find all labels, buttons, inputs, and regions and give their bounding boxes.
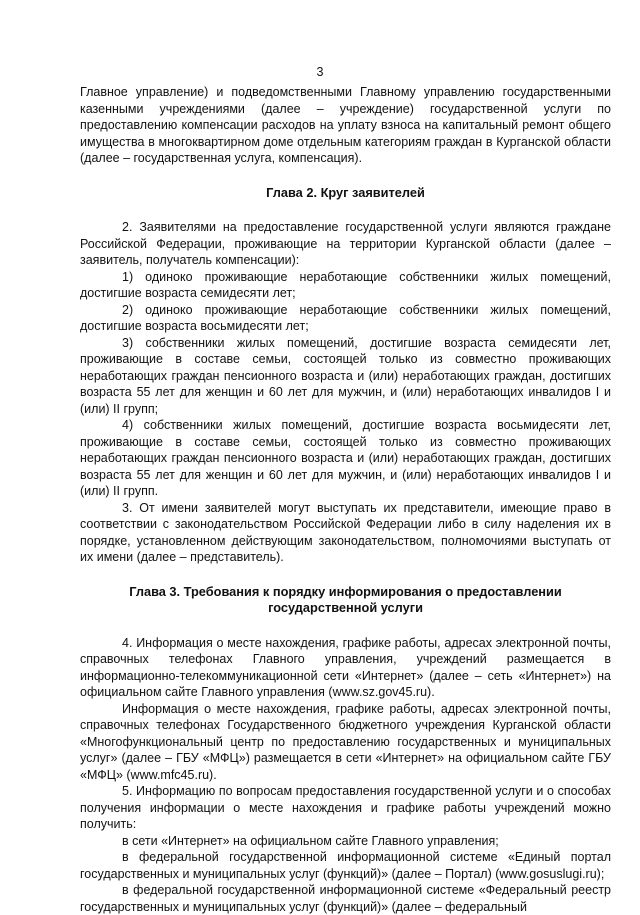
chapter-3-title-line-2: государственной услуги xyxy=(80,600,611,617)
paragraph-3-6: в федеральной государственной информационной системе «Федеральный реестр государственных и муниципальных услуг (функций)» (далее – федеральный xyxy=(80,882,611,915)
paragraph-2-2: 1) одиноко проживающие неработающие собственники жилых помещений, достигшие возраста семидесяти лет; xyxy=(80,269,611,302)
paragraph-2-1: 2. Заявителями на предоставление государственной услуги являются граждане Российской Федерации, проживающие на территории Курганской области (далее – заявитель, получатель компенсации): xyxy=(80,219,611,269)
paragraph-3-4: в сети «Интернет» на официальном сайте Главного управления; xyxy=(80,833,611,850)
chapter-3-title-line-1: Глава 3. Требования к порядку информирования о предоставлении xyxy=(80,584,611,601)
paragraph-3-1: 4. Информация о месте нахождения, графике работы, адресах электронной почты, справочных телефонах Главного управления, учреждений размещается в информационно-телекоммуникационной сети «Интернет» (далее – сеть «Интернет») на официальном сайте Главного управления (www.sz.gov45.ru). xyxy=(80,635,611,701)
paragraph-2-3: 2) одиноко проживающие неработающие собственники жилых помещений, достигшие возраста восьмидесяти лет; xyxy=(80,302,611,335)
paragraph-2-4: 3) собственники жилых помещений, достигшие возраста семидесяти лет, проживающие в составе семьи, состоящей только из совместно проживающих неработающих граждан пенсионного возраста и (или) неработающих граждан, достигших возраста 55 лет для женщин и 60 лет для мужчин, и (или) неработающих инвалидов I и (или) II групп; xyxy=(80,335,611,418)
chapter-2-section xyxy=(80,219,611,566)
document-body xyxy=(80,84,611,915)
intro-paragraph: Главное управление) и подведомственными Главному управлению государственными казенными учреждениями (далее – учреждение) государственной услуги по предоставлению компенсации расходов на уплату взноса на капитальный ремонт общего имущества в многоквартирном доме отдельным категориям граждан в Курганской области (далее – государственная услуга, компенсация). xyxy=(80,84,611,167)
paragraph-2-6: 3. От имени заявителей могут выступать их представители, имеющие право в соответствии с законодательством Российской Федерации либо в силу наделения их в порядке, установленном действующим законодательством, полномочиями выступать от их имени (далее – представитель). xyxy=(80,500,611,566)
paragraph-3-5: в федеральной государственной информационной системе «Единый портал государственных и муниципальных услуг (функций)» (далее – Портал) (www.gosuslugi.ru); xyxy=(80,849,611,882)
paragraph-3-2: Информация о месте нахождения, графике работы, адресах электронной почты, справочных телефонах Государственного бюджетного учреждения Курганской области «Многофункциональный центр по предоставлению государственных и муниципальных услуг» (далее – ГБУ «МФЦ») размещается в сети «Интернет» на официальном сайте ГБУ «МФЦ» (www.mfc45.ru). xyxy=(80,701,611,784)
chapter-2-title: Глава 2. Круг заявителей xyxy=(80,185,611,202)
paragraph-3-3: 5. Информацию по вопросам предоставления государственной услуги и о способах получения информации о месте нахождения и графике работы учреждений можно получить: xyxy=(80,783,611,833)
page-number: 3 xyxy=(0,64,640,80)
chapter-3-title xyxy=(80,584,611,617)
paragraph-2-5: 4) собственники жилых помещений, достигшие возраста восьмидесяти лет, проживающие в составе семьи, состоящей только из совместно проживающих неработающих граждан пенсионного возраста и (или) неработающих граждан, достигших возраста 55 лет для женщин и 60 лет для мужчин, и (или) неработающих инвалидов I и (или) II групп. xyxy=(80,417,611,500)
chapter-3-section xyxy=(80,635,611,915)
